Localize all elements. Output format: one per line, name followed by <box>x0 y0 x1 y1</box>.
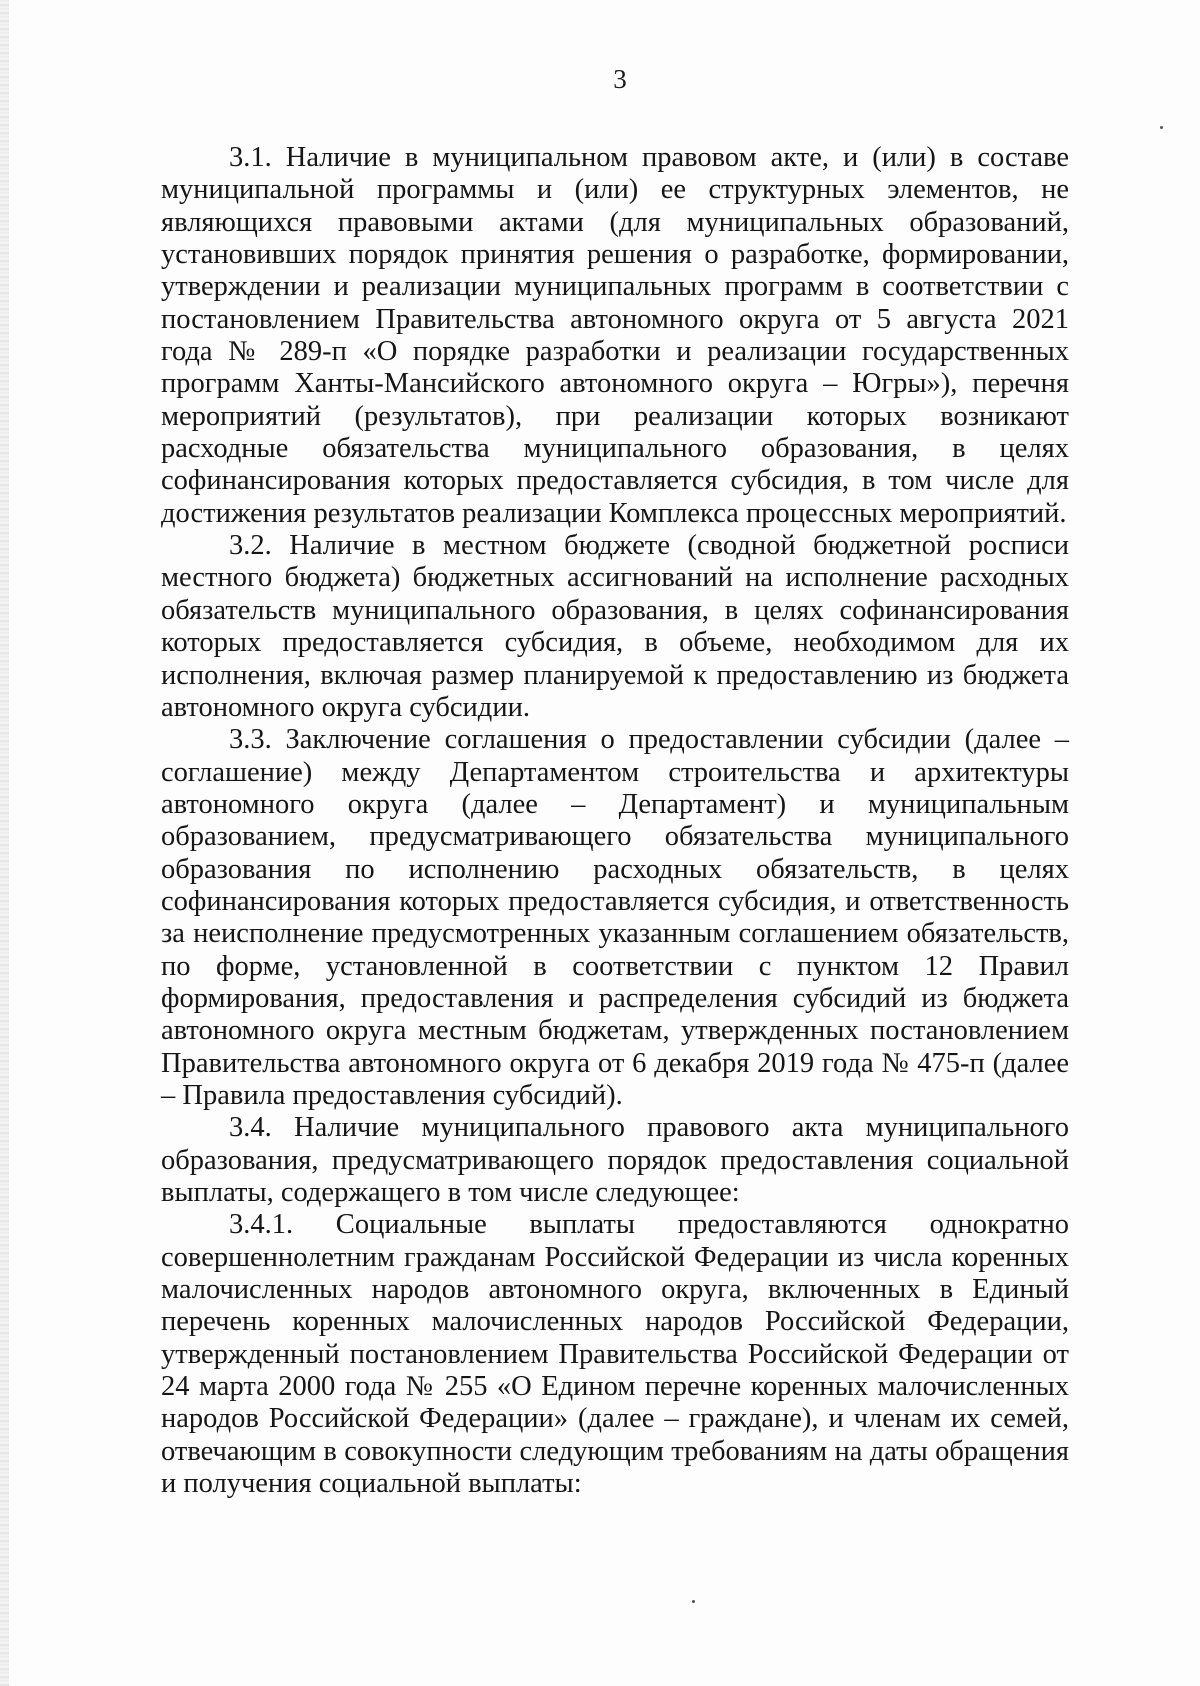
paragraph-3-1: 3.1. Наличие в муниципальном правовом акте, и (или) в составе муниципальной программы и (или) ее структурных элементов, не являющихся правовыми актами (для муниципальных образований, установивших порядок принятия решения о разработке, формировании, утверждении и реализации муниципальных программ в соответствии с постановлением Правительства автономного округа от 5 августа 2021 года № 289-п «О порядке разработки и реализации государственных программ Ханты-Мансийского автономного округа – Югры»), перечня мероприятий (результатов), при реализации которых возникают расходные обязательства муниципального образования, в целях софинансирования которых предоставляется субсидия, в том числе для достижения результатов реализации Комплекса процессных мероприятий. <box>161 142 1069 529</box>
paragraph-3-4: 3.4. Наличие муниципального правового акта муниципального образования, предусматривающего порядок предоставления социальной выплаты, содержащего в том числе следующее: <box>161 1112 1069 1208</box>
scan-speck <box>692 1600 695 1603</box>
page-number: 3 <box>613 64 627 94</box>
paragraph-3-4-1: 3.4.1. Социальные выплаты предоставляются однократно совершеннолетним гражданам Российской Федерации из числа коренных малочисленных народов автономного округа, включенных в Единый перечень коренных малочисленных народов Российской Федерации, утвержденный постановлением Правительства Российской Федерации от 24 марта 2000 года № 255 «О Едином перечне коренных малочисленных народов Российской Федерации» (далее – граждане), и членам их семей, отвечающим в совокупности следующим требованиям на даты обращения и получения социальной выплаты: <box>161 1209 1069 1500</box>
paragraph-3-3: 3.3. Заключение соглашения о предоставлении субсидии (далее – соглашение) между Департаментом строительства и архитектуры автономного округа (далее – Департамент) и муниципальным образованием, предусматривающего обязательства муниципального образования по исполнению расходных обязательств, в целях софинансирования которых предоставляется субсидия, и ответственность за неисполнение предусмотренных указанным соглашением обязательств, по форме, установленной в соответствии с пунктом 12 Правил формирования, предоставления и распределения субсидий из бюджета автономного округа местным бюджетам, утвержденных постановлением Правительства автономного округа от 6 декабря 2019 года № 475-п (далее – Правила предоставления субсидий). <box>161 724 1069 1111</box>
document-body <box>161 142 1069 1500</box>
scan-edge-shadow <box>0 0 9 1686</box>
scan-speck <box>1160 126 1163 129</box>
paragraph-3-2: 3.2. Наличие в местном бюджете (сводной бюджетной росписи местного бюджета) бюджетных ассигнований на исполнение расходных обязательств муниципального образования, в целях софинансирования которых предоставляется субсидия, в объеме, необходимом для их исполнения, включая размер планируемой к предоставлению из бюджета автономного округа субсидии. <box>161 530 1069 723</box>
